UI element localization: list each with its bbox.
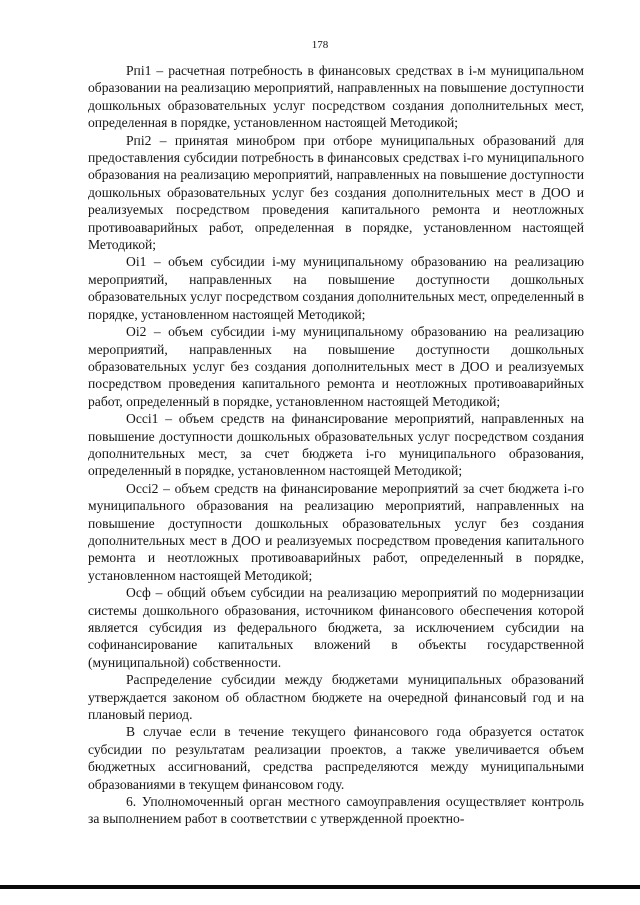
- paragraph-oi2: Оі2 – объем субсидии і-му муниципальному образованию на реализацию мероприятий, направленных на повышение доступности дошкольных образовательных услуг без создания дополнительных мест в ДОО и реализуемых посредством проведения капитального ремонта и неотложных противоаварийных работ, определенный в порядке, установленном настоящей Методикой;: [88, 324, 584, 409]
- paragraph-rpi2: Рпі2 – принятая минобром при отборе муниципальных образований для предоставления субсидии потребность в финансовых средствах і-го муниципального образования на реализацию мероприятий, направленных на повышение доступности дошкольных образовательных услуг без создания дополнительных мест в ДОО и реализуемых посредством проведения капитального ремонта и неотложных противоаварийных работ, определенная в порядке, установленном настоящей Методикой;: [88, 132, 584, 253]
- paragraph-item-6: 6. Уполномоченный орган местного самоуправления осуществляет контроль за выполнением работ в соответствии с утвержденной проектно-: [88, 794, 584, 827]
- document-body: [88, 62, 584, 828]
- paragraph-osf: Осф – общий объем субсидии на реализацию мероприятий по модернизации системы дошкольного образования, источником финансового обеспечения которой является субсидия из федерального бюджета, за исключением субсидии на софинансирование капитальных вложений в объекты государственной (муниципальной) собственности.: [88, 585, 584, 670]
- paragraph-remainder: В случае если в течение текущего финансового года образуется остаток субсидии по результатам реализации проектов, а также увеличивается объем бюджетных ассигнований, средства распределяются между муниципальными образованиями в текущем финансовом году.: [88, 724, 584, 792]
- paragraph-distribution: Распределение субсидии между бюджетами муниципальных образований утверждается законом об областном бюджете на очередной финансовый год и на плановый период.: [88, 672, 584, 723]
- page-number: 178: [311, 39, 329, 51]
- paragraph-ossi1: Осcі1 – объем средств на финансирование мероприятий, направленных на повышение доступности дошкольных образовательных услуг посредством создания дополнительных мест, за счет бюджета і-го муниципального образования, определенный в порядке, установленном настоящей Методикой;: [88, 411, 584, 479]
- paragraph-ossi2: Осcі2 – объем средств на финансирование мероприятий за счет бюджета і-го муниципального образования на реализацию мероприятий, направленных на повышение доступности дошкольных образовательных услуг без создания дополнительных мест в ДОО и реализуемых посредством проведения капитального ремонта и неотложных противоаварийных работ, определенный в порядке, установленном настоящей Методикой;: [88, 480, 584, 583]
- paragraph-rpi1: Рпі1 – расчетная потребность в финансовых средствах в і-м муниципальном образовании на реализацию мероприятий, направленных на повышение доступности дошкольных образовательных услуг посредством создания дополнительных мест, определенная в порядке, установленном настоящей Методикой;: [88, 63, 584, 131]
- paragraph-oi1: Оі1 – объем субсидии і-му муниципальному образованию на реализацию мероприятий, направленных на повышение доступности дошкольных образовательных услуг посредством создания дополнительных мест, определенный в порядке, установленном настоящей Методикой;: [88, 254, 584, 322]
- bottom-rule: [0, 885, 640, 889]
